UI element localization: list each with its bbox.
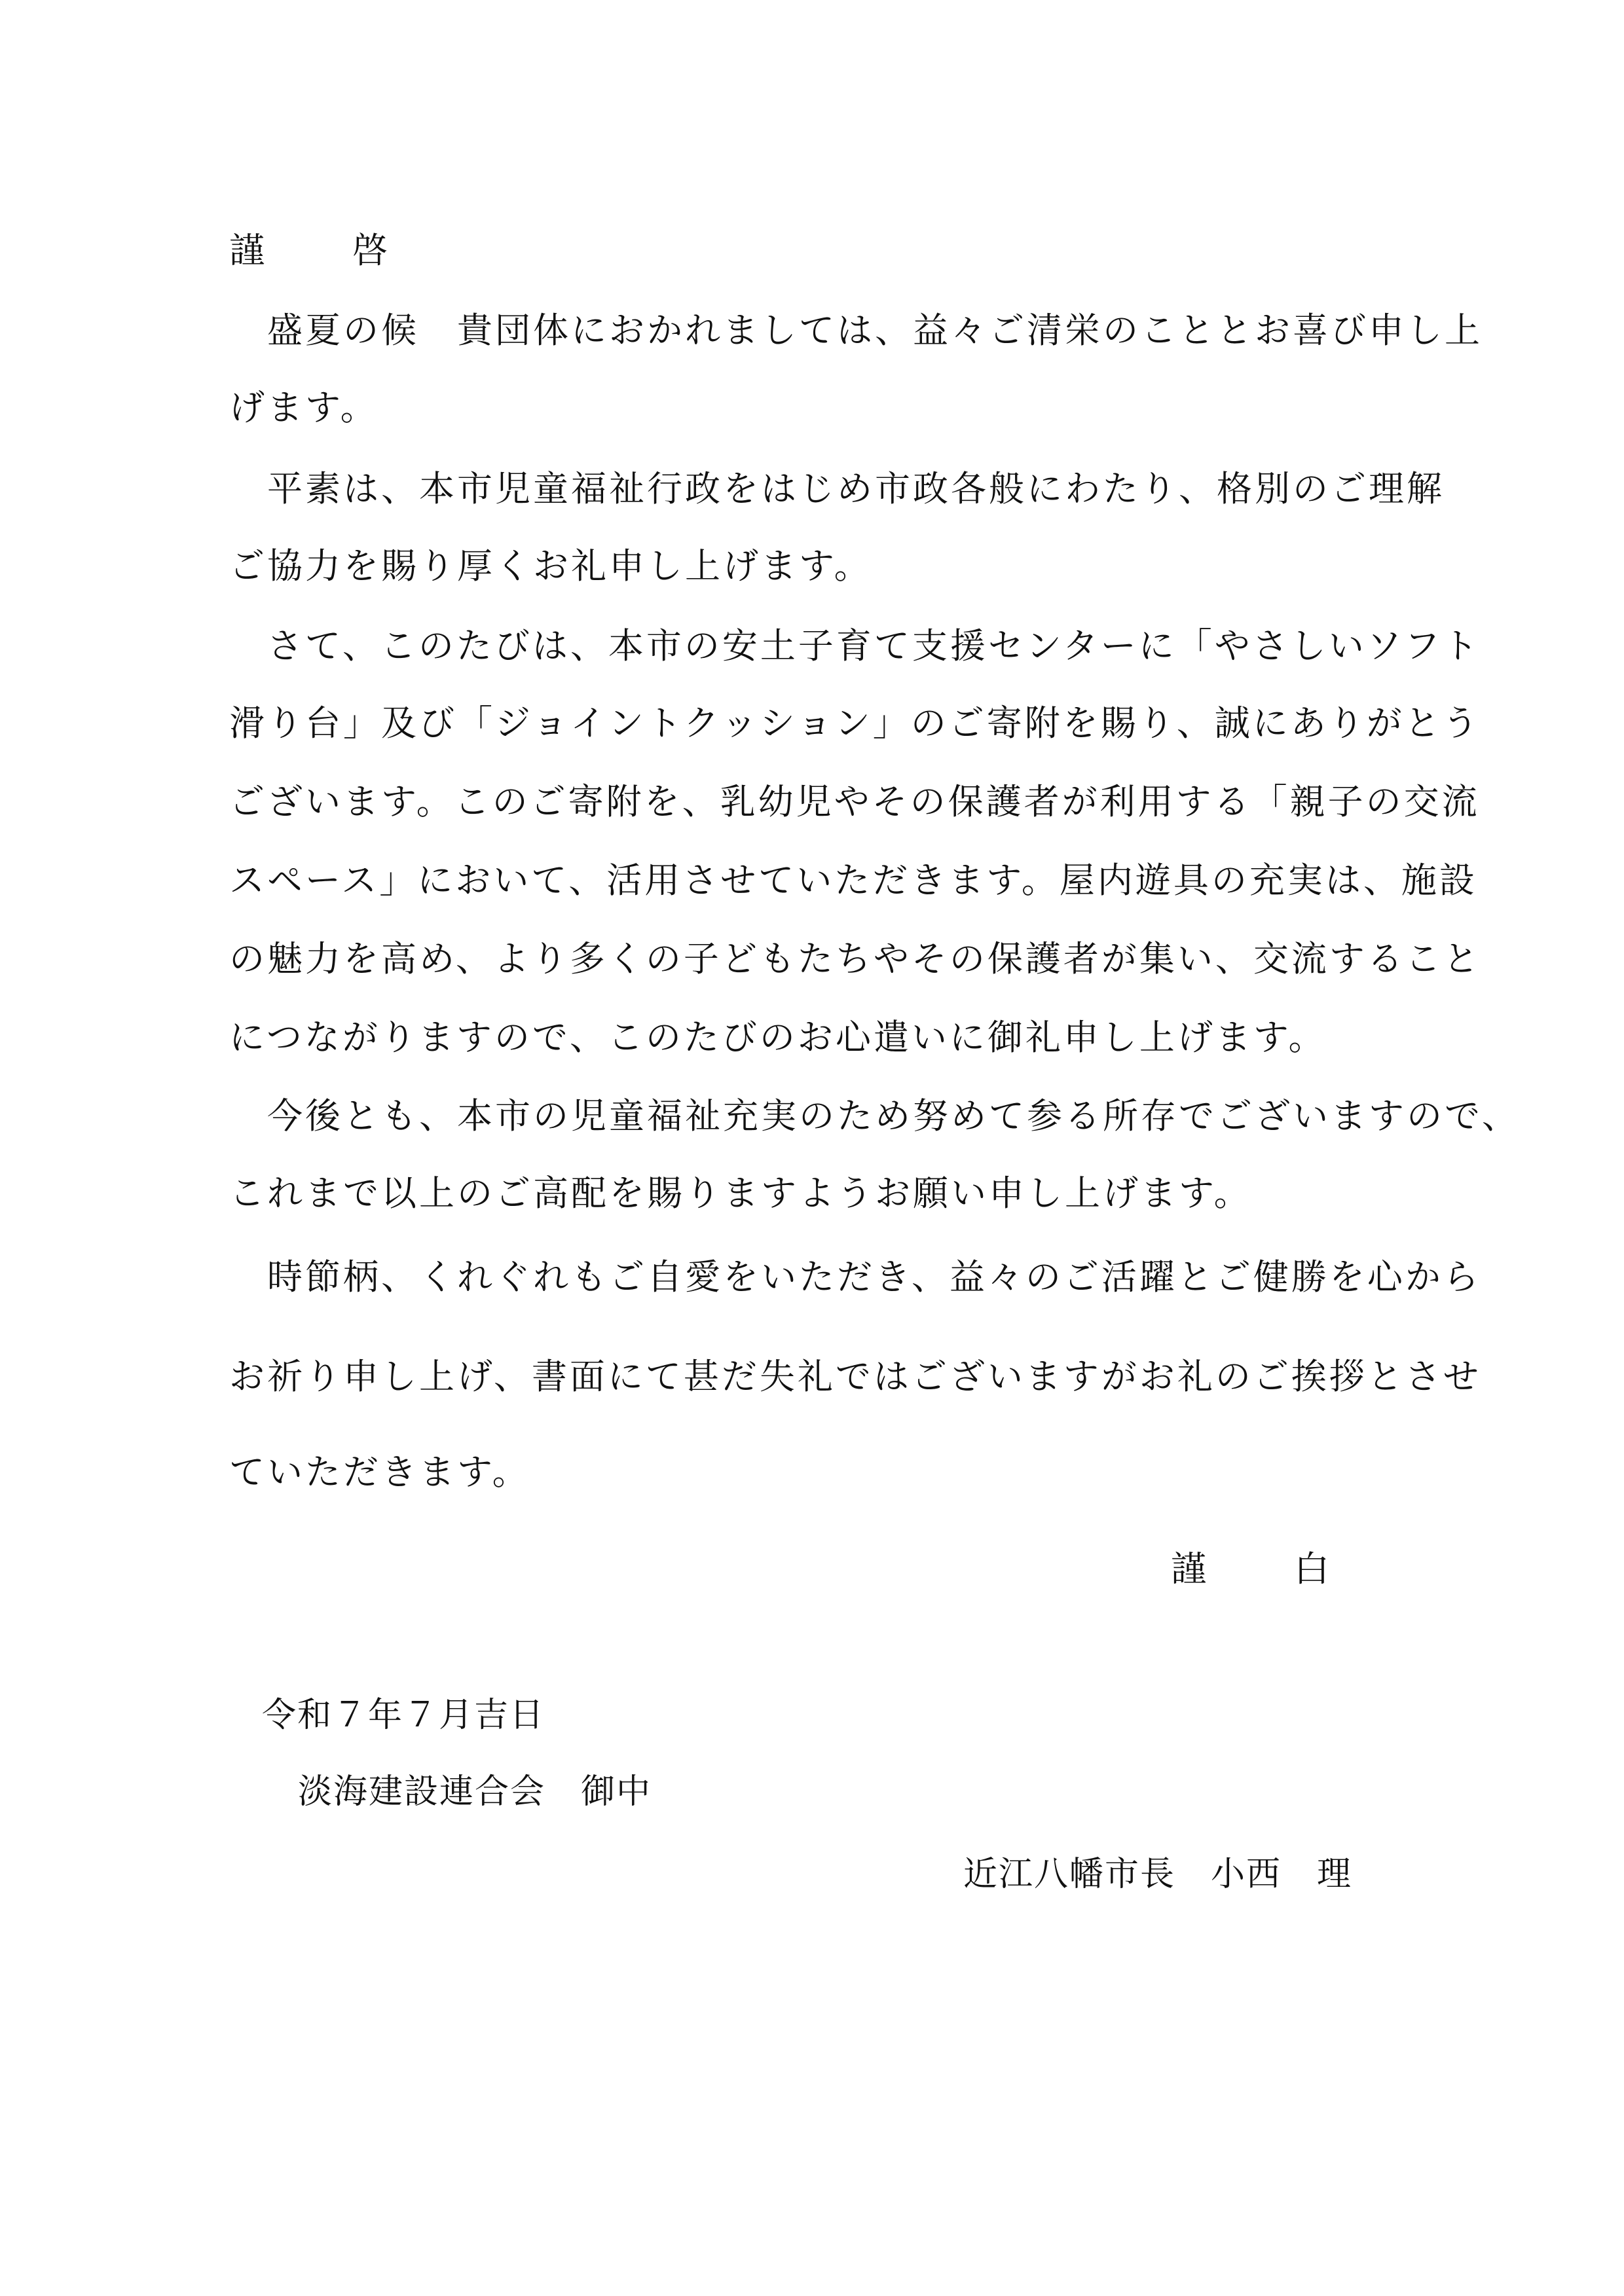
body-line-1: 盛夏の候 貴団体におかれましては、益々ご清栄のこととお喜び申し上 <box>229 310 1483 351</box>
closing: 謹 白 <box>1171 1548 1356 1590</box>
body-line-11: 今後とも、本市の児童福祉充実のため努めて参る所存でございますので、 <box>229 1095 1520 1137</box>
body-line-14: お祈り申し上げ、書面にて甚だ失礼ではございますがお礼のご挨拶とさせ <box>229 1356 1481 1397</box>
body-line-3: 平素は、本市児童福祉行政をはじめ市政各般にわたり、格別のご理解 <box>229 468 1445 509</box>
body-line-9: の魅力を高め、より多くの子どもたちやその保護者が集い、交流すること <box>229 938 1481 979</box>
body-line-7: ございます。このご寄附を、乳幼児やその保護者が利用する「親子の交流 <box>229 781 1480 822</box>
body-line-15: ていただきます。 <box>229 1451 530 1493</box>
body-line-8: スペース」において、活用させていただきます。屋内遊具の充実は、施設 <box>229 860 1477 901</box>
body-line-10: につながりますので、このたびのお心遣いに御礼申し上げます。 <box>229 1017 1327 1058</box>
body-line-2: げます。 <box>229 387 378 428</box>
body-line-4: ご協力を賜り厚くお礼申し上げます。 <box>229 545 872 587</box>
body-line-12: これまで以上のご高配を賜りますようお願い申し上げます。 <box>229 1173 1252 1214</box>
sender-signature: 近江八幡市長 小西 理 <box>963 1855 1352 1894</box>
body-line-6: 滑り台」及び「ジョイントクッション」のご寄附を賜り、誠にありがとう <box>229 702 1481 744</box>
letter-date: 令和７年７月吉日 <box>262 1696 545 1735</box>
body-line-5: さて、このたびは、本市の安土子育て支援センターに「やさしいソフト <box>229 625 1481 666</box>
salutation: 謹 啓 <box>229 230 414 271</box>
recipient: 淡海建設連合会 御中 <box>298 1772 652 1812</box>
body-line-13: 時節柄、くれぐれもご自愛をいただき、益々のご活躍とご健勝を心から <box>229 1256 1481 1298</box>
